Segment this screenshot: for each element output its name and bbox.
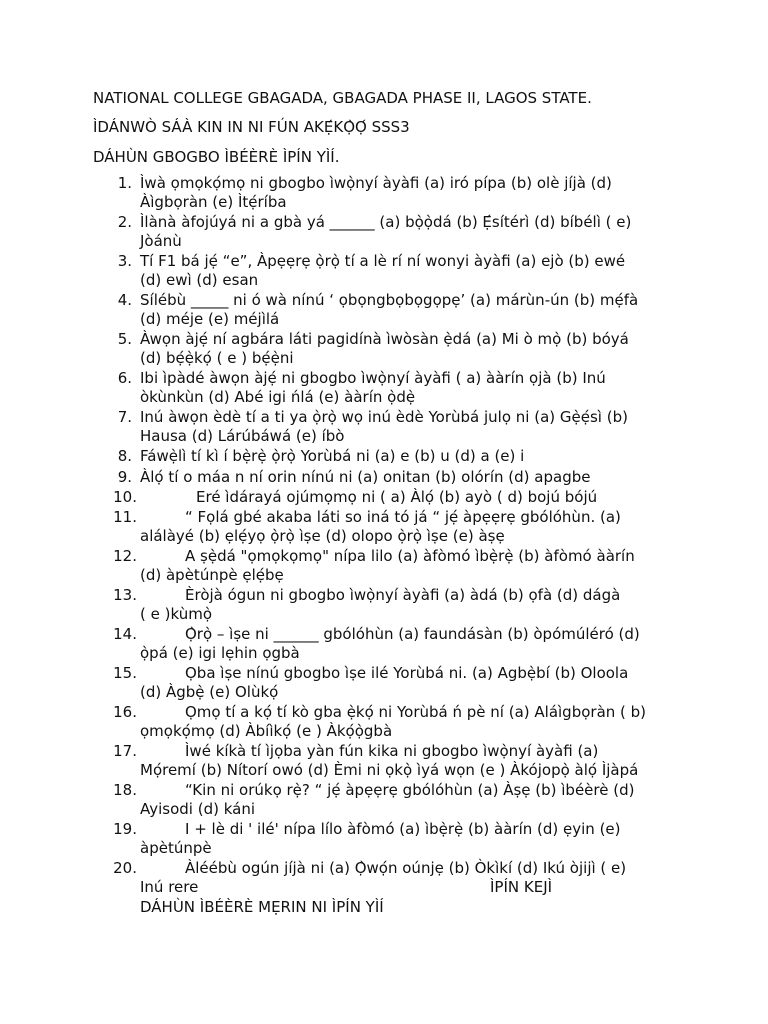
question-number: 4. bbox=[117, 291, 132, 309]
question-text: Sílébù _____ ni ó wà nínú ‘ ọbọngbọbọgọpẹ’ (a) márùn-ún (b) mẹ́fà bbox=[140, 291, 639, 309]
question-text: Àlọ́ tí o máa n ní orin nínú ni (a) onitan (b) olórín (d) apagbe bbox=[140, 468, 591, 486]
question-text: Ìlànà àfojúyá ni a gbà yá ______ (a) bọ̀ọ̀dá (b) Ẹ́sítérì (d) bíbélì ( e) bbox=[140, 213, 632, 231]
question-number: 12. bbox=[113, 547, 137, 565]
question-text-continued: òkùnkùn (d) Abé igi ńlá (e) ààrín ọ̀dẹ̀ bbox=[140, 388, 416, 406]
question-text: Àwọn àjẹ́ ní agbára láti pagidínà ìwòsàn ẹ̀dá (a) Mi ò mọ̀ (b) bóyá bbox=[140, 330, 629, 348]
question-number: 20. bbox=[113, 859, 137, 877]
question-text-continued: (d) bẹ́ẹ̀kọ́ ( e ) bẹ́ẹ̀ni bbox=[140, 349, 294, 367]
question-text: I + lè di ' ilé' nípa lílo àfòmó (a) ìbẹ̀rẹ̀ (b) ààrín (d) ẹyin (e) bbox=[185, 820, 621, 838]
question-text-continued: Jòánù bbox=[140, 232, 182, 250]
question-text-continued: Hausa (d) Lárúbáwá (e) íbò bbox=[140, 427, 345, 445]
question-number: 19. bbox=[113, 820, 137, 838]
question-number: 11. bbox=[113, 508, 137, 526]
question-text: “Kin ni orúkọ rẹ̀? “ jẹ́ àpẹẹrẹ gbólóhùn (a) Àṣẹ (b) ìbéèrè (d) bbox=[185, 781, 635, 799]
question-text-continued: Àìgbọràn (e) Ìtẹ́ríba bbox=[140, 193, 287, 211]
question-text-continued: (d) àpètúnpè ẹlẹ́bẹ bbox=[140, 566, 284, 584]
question-text: Eré ìdárayá ojúmọmọ ni ( a) Àlọ́ (b) ayò ( d) bojú bójú bbox=[196, 488, 598, 506]
question-text: Ọba ìṣe nínú gbogbo ìṣe ilé Yorùbá ni. (a) Agbẹ̀bí (b) Oloola bbox=[185, 664, 629, 682]
question-text: “ Fọlá gbé akaba láti so iná tó já “ jẹ́ àpẹẹrẹ gbólóhùn. (a) bbox=[185, 508, 621, 526]
question-text-continued: àpètúnpè bbox=[140, 839, 212, 857]
question-text: A ṣẹ̀dá "ọmọkọmọ" nípa lilo (a) àfòmó ìbẹ̀rẹ̀ (b) àfòmó ààrín bbox=[185, 547, 635, 565]
section-instruction: DÁHÙN GBOGBO ÌBÉÈRÈ ÌPÍN YÌÍ. bbox=[93, 148, 340, 166]
question-number: 10. bbox=[113, 488, 137, 506]
question-number: 9. bbox=[117, 468, 132, 486]
part-two-instruction: DÁHÙN ÌBÉÈRÈ MẸRIN NI ÌPÍN YÌÍ bbox=[140, 898, 384, 916]
question-text-continued: ( e )kùmọ̀ bbox=[140, 605, 212, 623]
question-number: 5. bbox=[117, 330, 132, 348]
question-text: Ibi ìpàdé àwọn àjẹ́ ni gbogbo ìwọ̀nyí àyàfi ( a) ààrín ọjà (b) Inú bbox=[140, 369, 606, 387]
question-number: 13. bbox=[113, 586, 137, 604]
question-number: 14. bbox=[113, 625, 137, 643]
question-text: Ìwà ọmọkọ́mọ ni gbogbo ìwọ̀nyí àyàfi (a) iró pípa (b) olè jíjà (d) bbox=[140, 174, 612, 192]
part-two-heading: ÌPÍN KEJÌ bbox=[490, 878, 553, 896]
question-text-continued: ọ̀pá (e) igi lẹhin ọgbà bbox=[140, 644, 300, 662]
school-title: NATIONAL COLLEGE GBAGADA, GBAGADA PHASE II, LAGOS STATE. bbox=[93, 89, 592, 107]
question-number: 2. bbox=[117, 213, 132, 231]
question-number: 6. bbox=[117, 369, 132, 387]
question-text: Ìwé kíkà tí ìjọba yàn fún kika ni gbogbo ìwọ̀nyí àyàfi (a) bbox=[185, 742, 599, 760]
question-text: Inú àwọn èdè tí a ti ya ọ̀rọ̀ wọ inú èdè Yorùbá julọ ni (a) Gẹ̀ẹ́sì (b) bbox=[140, 408, 628, 426]
exam-title: ÌDÁNWÒ SÁÀ KIN IN NI FÚN AKẸ́KỌ̀Ọ́ SSS3 bbox=[93, 118, 410, 136]
question-text-continued: Inú rere bbox=[140, 878, 199, 896]
question-number: 8. bbox=[117, 447, 132, 465]
question-text-continued: (d) Àgbẹ̀ (e) Olùkọ́ bbox=[140, 683, 279, 701]
question-text: Tí F1 bá jẹ́ “e”, Àpẹẹrẹ ọ̀rọ̀ tí a lè rí ní wonyi àyàfi (a) ejò (b) ewé bbox=[140, 252, 626, 270]
question-text-continued: ọmọkọ́mọ (d) Àbíìkọ́ (e ) Àkọ́ọ̀gbà bbox=[140, 722, 393, 740]
question-number: 17. bbox=[113, 742, 137, 760]
question-text: Ọ̀rọ̀ – ìṣe ni ______ gbólóhùn (a) faundásàn (b) òpómúléró (d) bbox=[185, 625, 640, 643]
question-text-continued: alálàyé (b) ẹlẹ́yọ ọ̀rọ̀ ìṣe (d) olopo ọ̀rọ̀ ìṣe (e) àṣẹ bbox=[140, 527, 505, 545]
question-text-continued: (d) ewì (d) esan bbox=[140, 271, 259, 289]
question-text: Fáwẹ̀lì tí kì í bẹ̀rẹ̀ ọ̀rọ̀ Yorùbá ni (a) e (b) u (d) a (e) i bbox=[140, 447, 525, 465]
question-number: 7. bbox=[117, 408, 132, 426]
question-number: 16. bbox=[113, 703, 137, 721]
question-text: Ọmọ tí a kọ́ tí kò gba ẹ̀kọ́ ni Yorùbá ń pè ní (a) Aláìgbọràn ( b) bbox=[185, 703, 647, 721]
question-number: 1. bbox=[117, 174, 132, 192]
question-text-continued: Mọ́remí (b) Nítorí owó (d) Èmi ni ọkọ̀ ìyá wọn (e ) Àkójopọ̀ àlọ́ Ìjàpá bbox=[140, 761, 639, 779]
question-number: 15. bbox=[113, 664, 137, 682]
question-text: Àléébù ogún jíjà ni (a) Ọ̀wọ́n oúnjẹ (b) Òkìkí (d) Ikú òjijì ( e) bbox=[185, 859, 627, 877]
question-text-continued: (d) méje (e) méjìlá bbox=[140, 310, 280, 328]
question-text: Èròjà ógun ni gbogbo ìwọ̀nyí àyàfi (a) àdá (b) ọfà (d) dágà bbox=[185, 586, 621, 604]
question-text-continued: Ayisodi (d) káni bbox=[140, 800, 256, 818]
question-number: 3. bbox=[117, 252, 132, 270]
question-number: 18. bbox=[113, 781, 137, 799]
